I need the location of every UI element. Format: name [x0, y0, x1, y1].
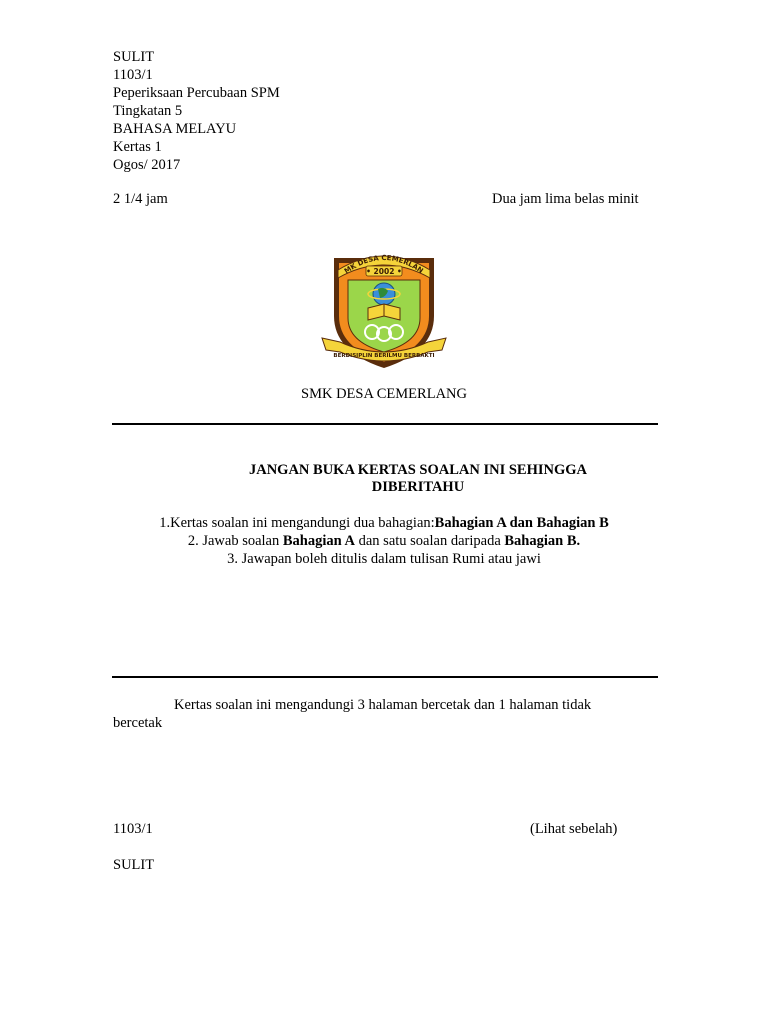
- instruction-2: [0, 533, 768, 550]
- instruction-2-bold-a: Bahagian A: [282, 533, 355, 549]
- duration-words: Dua jam lima belas minit: [492, 191, 639, 207]
- pages-note-line-1: Kertas soalan ini mengandungi 3 halaman bercetak dan 1 halaman tidak: [174, 697, 592, 713]
- header-paper: Kertas 1: [113, 139, 162, 155]
- instruction-3: 3. Jawapan boleh ditulis dalam tulisan Rumi atau jawi: [227, 551, 541, 567]
- pages-note-line-2: bercetak: [113, 715, 163, 731]
- header-date: Ogos/ 2017: [113, 157, 181, 173]
- divider-top: [112, 423, 658, 425]
- header-exam-name: Peperiksaan Percubaan SPM: [113, 85, 280, 101]
- instruction-2-text-b: dan satu soalan daripada: [355, 533, 505, 549]
- duration: 2 1/4 jam: [113, 191, 168, 207]
- logo-motto: BERDISIPLIN BERILMU BERBAKTI: [333, 353, 435, 359]
- school-crest-icon: [318, 244, 450, 376]
- header-classification: SULIT: [113, 49, 155, 65]
- instruction-1-bold: Bahagian A dan Bahagian B: [434, 515, 609, 531]
- footer-turn-over: (Lihat sebelah): [530, 821, 618, 837]
- footer-paper-code: 1103/1: [113, 821, 153, 837]
- school-logo: [318, 244, 450, 376]
- school-name: SMK DESA CEMERLANG: [301, 386, 467, 402]
- footer-classification: SULIT: [113, 857, 155, 873]
- warning-line-1: JANGAN BUKA KERTAS SOALAN INI SEHINGGA: [248, 462, 588, 478]
- header-paper-code: 1103/1: [113, 67, 153, 83]
- instruction-1: [0, 515, 768, 532]
- warning-line-2: DIBERITAHU: [371, 479, 465, 495]
- svg-text:• 2002 •: • 2002 •: [366, 267, 402, 276]
- instruction-2-bold-b: Bahagian B.: [504, 533, 581, 549]
- instruction-1-text: 1.Kertas soalan ini mengandungi dua bahagian:: [159, 515, 435, 531]
- divider-bottom: [112, 676, 658, 678]
- svg-text:SMK DESA CEMERLANG: MK DESA CEMERLAN: [342, 253, 425, 276]
- instruction-2-text-a: 2. Jawab soalan: [187, 533, 283, 549]
- header-form: Tingkatan 5: [113, 103, 183, 119]
- header-subject: BAHASA MELAYU: [113, 121, 237, 137]
